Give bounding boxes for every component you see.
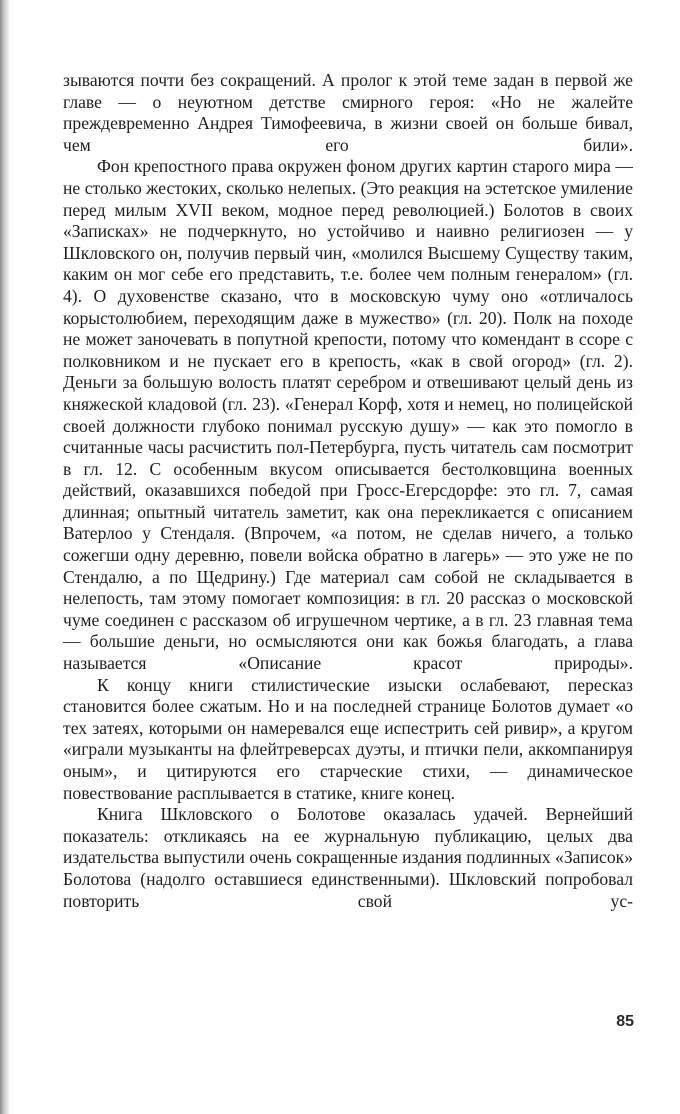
paragraph-1: зываются почти без сокращений. А пролог к этой теме задан в первой же главе — о неуютном детстве смирного героя: «Но не жалейте преждевременно Андрея Тимофеевича, в жизни своей он больше бивал, чем его били». (63, 70, 633, 155)
book-spine-shadow (0, 0, 9, 1114)
paragraph-4: Книга Шкловского о Болотове оказалась удачей. Вернейший показатель: откликаясь на ее журнальную публикацию, целых два издательства выпустили очень сокращенные издания подлинных «Записок» Болотова (надолго оставшиеся единственными). Шкловский попробовал повторить свой ус- (63, 804, 633, 911)
paragraph-3: К концу книги стилистические изыски ослабевают, пересказ становится более сжатым. Но и на последней странице Болотов думает «о тех затеях, которыми он намеревался еще испестрить сей ривир», а кругом «играли музыканты на флейтреверсах дуэты, и птички пели, аккомпанируя оным», и цитируются его старческие стихи, — динамическое повествование расплывается в статике, книге конец. (63, 674, 633, 803)
page-number: 85 (616, 1013, 634, 1030)
page-text (63, 70, 633, 912)
paragraph-2: Фон крепостного права окружен фоном других картин старого мира — не столько жестоких, сколько нелепых. (Это реакция на эстетское умиление перед милым XVII веком, модное перед революцией.) Болотов в своих «Записках» не подчеркнуто, но устойчиво и наивно религиозен — у Шкловского он, получив первый чин, «молился Высшему Существу таким, каким он мог себе его представить, т.е. более чем полным генералом» (гл. 4). О духовенстве сказано, что в московскую чуму оно «отличалось корыстолюбием, переходящим даже в мужество» (гл. 20). Полк на походе не может заночевать в попутной крепости, потому что комендант в ссоре с полковником и не пускает его в крепость, «как в свой огород» (гл. 2). Деньги за большую волость платят серебром и отвешивают целый день из княжеской кладовой (гл. 23). «Генерал Корф, хотя и немец, но полицейской своей должности глубоко понимал русскую душу» — как это помогло в считанные часы расчистить пол-Петербурга, пусть читатель сам посмотрит в гл. 12. С особенным вкусом описывается бестолковщина военных действий, оказавшихся победой при Гросс-Егерсдорфе: это гл. 7, самая длинная; опытный читатель заметит, как она перекликается с описанием Ватерлоо у Стендаля. (Впрочем, «а потом, не сделав ничего, а только сожегши одну деревню, повели войска обратно в лагерь» — это уже не по Стендалю, а по Щедрину.) Где материал сам собой не складывается в нелепость, там этому помогает композиция: в гл. 20 рассказ о московской чуме соединен с рассказом об игрушечном чертике, а в гл. 23 главная тема — большие деньги, но осмысляются они как божья благодать, а глава называется «Описание красот природы». (63, 156, 633, 674)
